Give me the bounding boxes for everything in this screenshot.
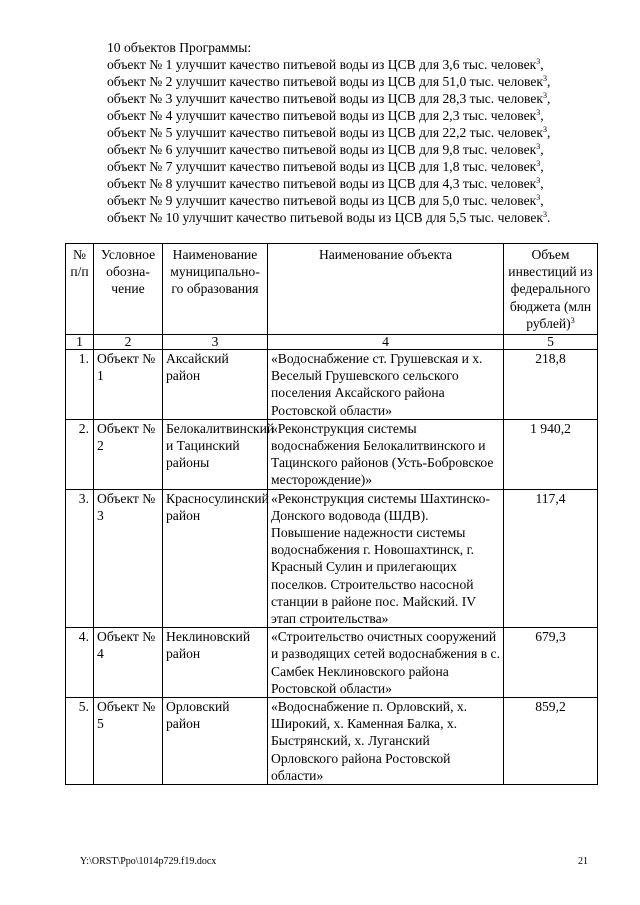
cell-code: Объект № 4 — [94, 628, 163, 698]
cell-num: 5. — [66, 698, 94, 785]
summary-line — [107, 56, 597, 73]
header-investment — [504, 244, 598, 335]
column-number: 4 — [268, 335, 504, 350]
table-row — [66, 489, 598, 628]
footnote-marker: 3 — [536, 159, 541, 169]
footnote-marker: 3 — [536, 57, 541, 67]
summary-line — [107, 192, 597, 209]
summary-line-text: объект № 3 улучшит качество питьевой воды из ЦСВ для 28,3 тыс. человек — [107, 91, 544, 107]
summary-line-text: объект № 8 улучшит качество питьевой воды из ЦСВ для 4,3 тыс. человек — [107, 176, 537, 192]
cell-code: Объект № 2 — [94, 419, 163, 489]
objects-summary — [107, 39, 597, 227]
summary-line-punct: , — [547, 125, 551, 141]
cell-num: 2. — [66, 419, 94, 489]
table-row — [66, 698, 598, 785]
cell-municipality: Белокалитвинский и Тацинский районы — [163, 419, 268, 489]
cell-municipality: Орловский район — [163, 698, 268, 785]
cell-investment: 117,4 — [504, 489, 598, 628]
footnote-marker: 3 — [543, 125, 548, 135]
footnote-marker: 3 — [543, 210, 548, 220]
cell-municipality: Аксайский район — [163, 350, 268, 420]
summary-line — [107, 90, 597, 107]
table-row — [66, 419, 598, 489]
cell-object: «Реконструкция системы Шахтинско-Донского водовода (ШДВ). Повышение надежности системы водоснабжения г. Новошахтинск, г. Красный Сулин и прилегающих поселков. Строительство насосной станции в районе пос. Майский. IV этап строительства» — [268, 489, 504, 628]
cell-num: 3. — [66, 489, 94, 628]
header-municipality: Наименование муниципально-го образования — [163, 244, 268, 335]
cell-investment: 1 940,2 — [504, 419, 598, 489]
summary-line-text: объект № 2 улучшит качество питьевой воды из ЦСВ для 51,0 тыс. человек — [107, 74, 544, 90]
cell-object: «Водоснабжение п. Орловский, х. Широкий, х. Каменная Балка, х. Быстрянский, х. Луганский Орловского района Ростовской области» — [268, 698, 504, 785]
header-object: Наименование объекта — [268, 244, 504, 335]
column-number: 2 — [94, 335, 163, 350]
cell-investment: 859,2 — [504, 698, 598, 785]
cell-municipality: Неклиновский район — [163, 628, 268, 698]
cell-code: Объект № 3 — [94, 489, 163, 628]
summary-line-text: объект № 6 улучшит качество питьевой воды из ЦСВ для 9,8 тыс. человек — [107, 142, 537, 158]
footnote-marker: 3 — [543, 74, 548, 84]
summary-line — [107, 175, 597, 192]
footnote-marker: 3 — [536, 193, 541, 203]
summary-line-text: объект № 10 улучшит качество питьевой воды из ЦСВ для 5,5 тыс. человек — [107, 210, 544, 226]
summary-line-punct: , — [540, 193, 544, 209]
cell-object: «Строительство очистных сооружений и разводящих сетей водоснабжения в с. Самбек Неклиновского района Ростовской области» — [268, 628, 504, 698]
column-number: 1 — [66, 335, 94, 350]
summary-line-punct: , — [540, 142, 544, 158]
table-row — [66, 628, 598, 698]
header-investment-label: Объем инвестиций из федерального бюджета (млн рублей) — [508, 247, 593, 331]
footnote-marker: 3 — [536, 176, 541, 186]
summary-line-text: объект № 1 улучшит качество питьевой воды из ЦСВ для 3,6 тыс. человек — [107, 57, 537, 73]
table-body — [66, 350, 598, 785]
footer-page-number: 21 — [578, 856, 588, 867]
cell-code: Объект № 5 — [94, 698, 163, 785]
footnote-marker: 3 — [536, 108, 541, 118]
table-header-row — [66, 244, 598, 335]
summary-line — [107, 124, 597, 141]
column-number: 5 — [504, 335, 598, 350]
summary-line-punct: , — [540, 176, 544, 192]
header-num: № п/п — [66, 244, 94, 335]
summary-line — [107, 107, 597, 124]
summary-line-punct: . — [547, 210, 551, 226]
cell-num: 1. — [66, 350, 94, 420]
column-number: 3 — [163, 335, 268, 350]
summary-line — [107, 209, 597, 226]
footnote-marker: 3 — [536, 142, 541, 152]
summary-line — [107, 141, 597, 158]
investment-table — [65, 243, 598, 785]
cell-code: Объект № 1 — [94, 350, 163, 420]
cell-object: «Реконструкция системы водоснабжения Белокалитвинского и Тацинского районов (Усть-Бобровское месторождение)» — [268, 419, 504, 489]
summary-line-punct: , — [540, 159, 544, 175]
summary-line-text: объект № 9 улучшит качество питьевой воды из ЦСВ для 5,0 тыс. человек — [107, 193, 537, 209]
summary-line — [107, 158, 597, 175]
column-numbers-row — [66, 335, 598, 350]
header-investment-footnote: 3 — [570, 315, 575, 325]
summary-line-text: объект № 7 улучшит качество питьевой воды из ЦСВ для 1,8 тыс. человек — [107, 159, 537, 175]
summary-line-punct: , — [540, 108, 544, 124]
summary-line-punct: , — [547, 74, 551, 90]
cell-municipality: Красносулинский район — [163, 489, 268, 628]
cell-object: «Водоснабжение ст. Грушевская и х. Веселый Грушевского сельского поселения Аксайского района Ростовской области» — [268, 350, 504, 420]
cell-investment: 218,8 — [504, 350, 598, 420]
summary-heading: 10 объектов Программы: — [107, 40, 252, 55]
summary-line-text: объект № 4 улучшит качество питьевой воды из ЦСВ для 2,3 тыс. человек — [107, 108, 537, 124]
summary-lines — [107, 56, 597, 226]
header-code: Условное обозна-чение — [94, 244, 163, 335]
footer-file-path: Y:\ORST\Ppo\1014p729.f19.docx — [80, 856, 217, 867]
summary-line-punct: , — [547, 91, 551, 107]
cell-investment: 679,3 — [504, 628, 598, 698]
cell-num: 4. — [66, 628, 94, 698]
footnote-marker: 3 — [543, 91, 548, 101]
summary-line-text: объект № 5 улучшит качество питьевой воды из ЦСВ для 22,2 тыс. человек — [107, 125, 544, 141]
table-row — [66, 350, 598, 420]
summary-line-punct: , — [540, 57, 544, 73]
summary-line — [107, 73, 597, 90]
